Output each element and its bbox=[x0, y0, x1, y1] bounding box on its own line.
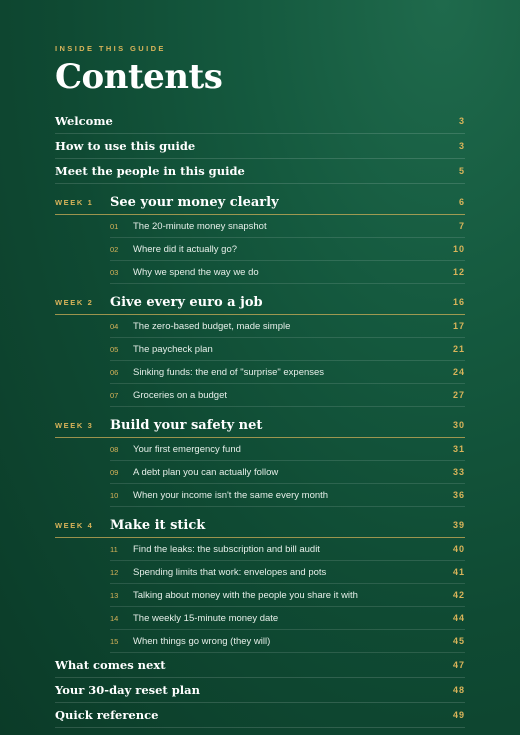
week-page: 30 bbox=[452, 420, 465, 430]
toc-subentry[interactable] bbox=[110, 584, 465, 607]
chapter-number: 10 bbox=[110, 490, 119, 500]
chapter-label: When your income isn't the same every month bbox=[133, 489, 329, 501]
toc-entry[interactable] bbox=[55, 678, 465, 703]
week-title: Give every euro a job bbox=[110, 294, 263, 310]
toc-entry-page: 3 bbox=[458, 141, 465, 151]
chapter-number: 05 bbox=[110, 344, 119, 354]
chapter-label: Find the leaks: the subscription and bill audit bbox=[133, 543, 320, 555]
chapter-number: 08 bbox=[110, 444, 119, 454]
toc-entry-label: Quick reference bbox=[55, 708, 159, 722]
week-tag: WEEK 1 bbox=[55, 197, 94, 207]
week-heading[interactable] bbox=[55, 513, 465, 538]
toc-subentry[interactable] bbox=[110, 238, 465, 261]
chapter-page: 17 bbox=[452, 321, 465, 331]
toc-subentry[interactable] bbox=[110, 384, 465, 407]
chapter-number: 14 bbox=[110, 613, 119, 623]
week-heading[interactable] bbox=[55, 190, 465, 215]
toc-entry-label: Meet the people in this guide bbox=[55, 164, 245, 178]
chapter-label: Sinking funds: the end of "surprise" expenses bbox=[133, 366, 325, 378]
week-section bbox=[55, 513, 465, 653]
chapter-number: 01 bbox=[110, 221, 119, 231]
chapter-label: Groceries on a budget bbox=[133, 389, 228, 401]
week-page: 39 bbox=[452, 520, 465, 530]
chapter-page: 12 bbox=[452, 267, 465, 277]
chapter-label: Talking about money with the people you share it with bbox=[133, 589, 358, 601]
chapter-page: 41 bbox=[452, 567, 465, 577]
toc-entry[interactable] bbox=[55, 703, 465, 728]
chapter-label: The weekly 15-minute money date bbox=[133, 612, 279, 624]
chapter-number: 02 bbox=[110, 244, 119, 254]
toc-entry-page: 5 bbox=[458, 166, 465, 176]
chapter-label: Why we spend the way we do bbox=[133, 266, 259, 278]
toc-entry[interactable] bbox=[55, 109, 465, 134]
chapter-page: 42 bbox=[452, 590, 465, 600]
chapter-label: The zero-based budget, made simple bbox=[133, 320, 291, 332]
chapter-label: The paycheck plan bbox=[133, 343, 213, 355]
toc-entry-page: 3 bbox=[458, 116, 465, 126]
chapter-page: 40 bbox=[452, 544, 465, 554]
chapter-label: The 20-minute money snapshot bbox=[133, 220, 267, 232]
week-section bbox=[55, 290, 465, 407]
toc-entry-page: 48 bbox=[452, 685, 465, 695]
chapter-label: A debt plan you can actually follow bbox=[133, 466, 279, 478]
toc-subentry[interactable] bbox=[110, 630, 465, 653]
toc-entry-label: Your 30-day reset plan bbox=[55, 683, 200, 697]
chapter-page: 45 bbox=[452, 636, 465, 646]
chapter-number: 09 bbox=[110, 467, 119, 477]
week-section bbox=[55, 413, 465, 507]
chapter-number: 11 bbox=[110, 544, 118, 554]
toc-entry-label: Welcome bbox=[55, 114, 113, 128]
chapter-page: 21 bbox=[452, 344, 465, 354]
toc-subentry[interactable] bbox=[110, 561, 465, 584]
chapter-label: Your first emergency fund bbox=[133, 443, 241, 455]
chapter-number: 12 bbox=[110, 567, 119, 577]
contents-page bbox=[55, 44, 465, 728]
week-section bbox=[55, 190, 465, 284]
week-title: See your money clearly bbox=[110, 194, 279, 210]
week-page: 16 bbox=[452, 297, 465, 307]
chapter-number: 03 bbox=[110, 267, 119, 277]
toc-subentry[interactable] bbox=[110, 538, 465, 561]
chapter-page: 7 bbox=[458, 221, 465, 231]
chapter-number: 15 bbox=[110, 636, 119, 646]
toc-subentry[interactable] bbox=[110, 338, 465, 361]
page-title: Contents bbox=[55, 57, 223, 97]
toc-subentry[interactable] bbox=[110, 438, 465, 461]
chapter-label: Spending limits that work: envelopes and pots bbox=[133, 566, 327, 578]
week-tag: WEEK 4 bbox=[55, 520, 94, 530]
chapter-page: 31 bbox=[452, 444, 465, 454]
week-tag: WEEK 3 bbox=[55, 420, 94, 430]
chapter-page: 44 bbox=[452, 613, 465, 623]
toc-subentry[interactable] bbox=[110, 361, 465, 384]
toc-entry[interactable] bbox=[55, 134, 465, 159]
week-page: 6 bbox=[458, 197, 465, 207]
toc-subentry[interactable] bbox=[110, 261, 465, 284]
chapter-number: 04 bbox=[110, 321, 119, 331]
week-heading[interactable] bbox=[55, 413, 465, 438]
chapter-page: 10 bbox=[452, 244, 465, 254]
week-title: Make it stick bbox=[110, 517, 206, 533]
chapter-number: 13 bbox=[110, 590, 119, 600]
chapter-page: 27 bbox=[452, 390, 465, 400]
toc-entry-label: How to use this guide bbox=[55, 139, 196, 153]
toc-entry-page: 49 bbox=[452, 710, 465, 720]
toc-entry[interactable] bbox=[55, 653, 465, 678]
toc-subentry[interactable] bbox=[110, 315, 465, 338]
toc-subentry[interactable] bbox=[110, 215, 465, 238]
kicker: INSIDE THIS GUIDE bbox=[55, 44, 166, 53]
chapter-number: 06 bbox=[110, 367, 119, 377]
chapter-label: Where did it actually go? bbox=[133, 243, 238, 255]
toc-entry-label: What comes next bbox=[55, 658, 166, 672]
week-title: Build your safety net bbox=[110, 417, 263, 433]
chapter-page: 36 bbox=[452, 490, 465, 500]
intro-list bbox=[55, 109, 465, 184]
toc-subentry[interactable] bbox=[110, 461, 465, 484]
toc-subentry[interactable] bbox=[110, 607, 465, 630]
toc-entry-page: 47 bbox=[452, 660, 465, 670]
toc-entry[interactable] bbox=[55, 159, 465, 184]
chapter-label: When things go wrong (they will) bbox=[133, 635, 271, 647]
outro-list bbox=[55, 653, 465, 728]
chapter-number: 07 bbox=[110, 390, 119, 400]
chapter-page: 24 bbox=[452, 367, 465, 377]
week-heading[interactable] bbox=[55, 290, 465, 315]
chapter-page: 33 bbox=[452, 467, 465, 477]
toc-subentry[interactable] bbox=[110, 484, 465, 507]
week-tag: WEEK 2 bbox=[55, 297, 94, 307]
